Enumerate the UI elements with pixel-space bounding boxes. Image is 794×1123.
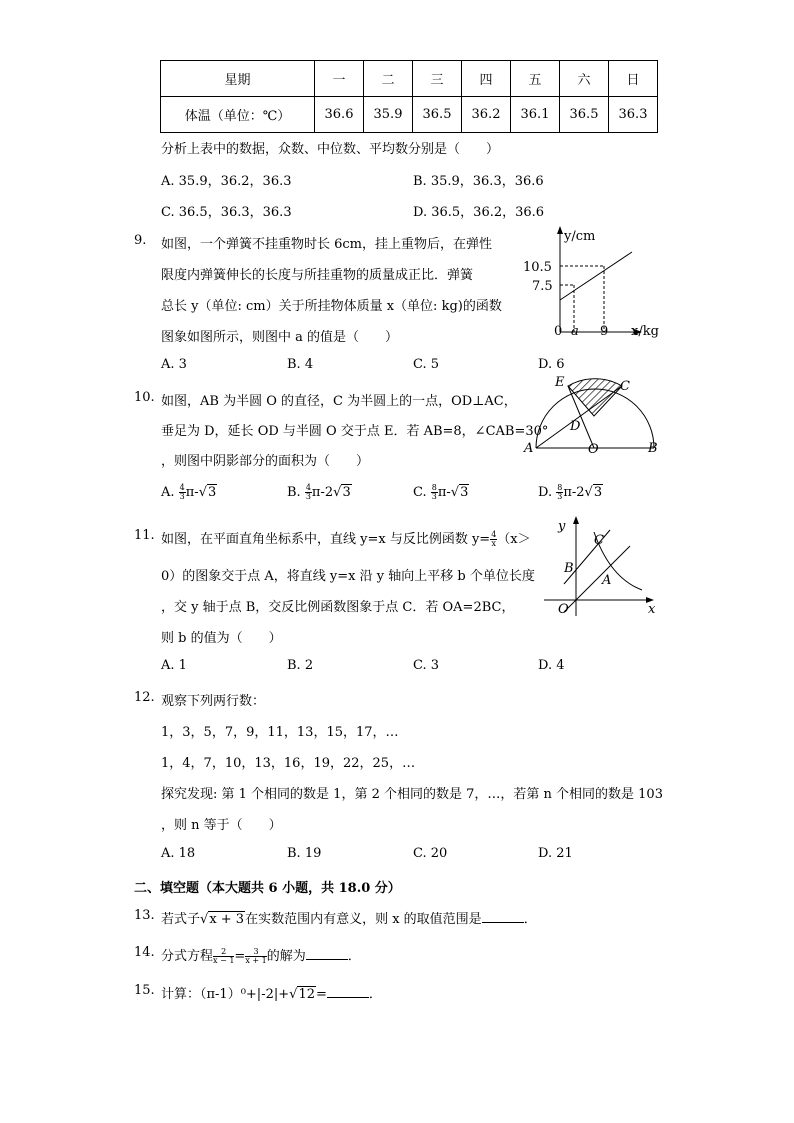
denominator: 3 bbox=[557, 492, 563, 501]
q10-line3: ，则图中阴影部分的面积为（ ） bbox=[161, 454, 370, 469]
q9-line3: 总长 y（单位: cm）关于所挂物体质量 x（单位: kg)的函数 bbox=[161, 299, 502, 314]
q15-line bbox=[161, 983, 382, 1002]
y-arrow bbox=[573, 516, 579, 524]
q11-number: 11. bbox=[134, 528, 155, 543]
sqrt-radicand: x + 3 bbox=[209, 912, 245, 927]
table-cell: 二 bbox=[364, 61, 413, 97]
q13-end: ． bbox=[523, 912, 537, 927]
q12-number: 12. bbox=[134, 690, 155, 705]
denominator: 3 bbox=[305, 492, 311, 501]
section-heading: 二、填空题（本大题共 6 小题，共 18.0 分） bbox=[134, 881, 401, 896]
q10-line1: 如图，AB 为半圆 O 的直径，C 为半圆上的一点，OD⊥AC， bbox=[161, 394, 517, 409]
sqrt-sign: √ bbox=[584, 485, 593, 500]
table-cell: 五 bbox=[511, 61, 560, 97]
function-line bbox=[560, 252, 632, 300]
point-b: B bbox=[564, 561, 574, 576]
q8-option-b: B. 35.9，36.3，36.6 bbox=[413, 174, 544, 189]
origin-label: 0 bbox=[554, 324, 563, 339]
option-tail: π-2 bbox=[563, 485, 585, 500]
sqrt-sign: √ bbox=[200, 912, 209, 927]
y-label: y bbox=[558, 519, 566, 534]
q10-figure bbox=[520, 372, 660, 460]
option-letter: A. bbox=[161, 485, 175, 500]
q11-line4: 则 b 的值为（ ） bbox=[161, 631, 282, 646]
q12-option-d: D. 21 bbox=[538, 846, 573, 861]
label-9: 9 bbox=[600, 324, 609, 339]
numerator: 4 bbox=[491, 530, 497, 539]
q11-line1-b: （x＞ bbox=[497, 532, 531, 547]
sqrt-sign: √ bbox=[333, 485, 342, 500]
q11-line1 bbox=[161, 528, 531, 548]
q9-line2: 限度内弹簧伸长的长度与所挂重物的质量成正比．弹簧 bbox=[161, 268, 474, 283]
table-cell: 一 bbox=[315, 61, 364, 97]
q9-option-d: D. 6 bbox=[538, 357, 565, 372]
q14-end: ． bbox=[347, 949, 361, 964]
q15-post: = bbox=[315, 987, 327, 1002]
point-b: B bbox=[648, 441, 658, 456]
sqrt-sign: √ bbox=[450, 485, 460, 500]
q10-line2: 垂足为 D，延长 OD 与半圆 O 交于点 E．若 AB=8，∠CAB=30° bbox=[161, 424, 549, 439]
numerator: 4 bbox=[305, 483, 311, 492]
q8-option-d: D. 36.5，36.2，36.6 bbox=[413, 205, 545, 220]
q9-line1: 如图，一个弹簧不挂重物时长 6cm，挂上重物后，在弹性 bbox=[161, 237, 493, 252]
q12-line3: 1，4，7，10，13，16，19，22，25，… bbox=[161, 756, 416, 771]
q11-line2: 0）的图象交于点 A，将直线 y=x 沿 y 轴向上平移 b 个单位长度 bbox=[161, 569, 535, 584]
table-cell: 体温（单位：℃） bbox=[161, 97, 315, 133]
temperature-table bbox=[160, 60, 658, 133]
answer-blank[interactable] bbox=[327, 986, 369, 998]
fraction bbox=[213, 948, 234, 965]
line-y-equals-x bbox=[564, 546, 630, 612]
q9-option-a: A. 3 bbox=[161, 357, 187, 372]
option-letter: D. bbox=[538, 485, 553, 500]
numerator: 2 bbox=[213, 948, 234, 957]
denominator: x + 1 bbox=[245, 956, 267, 965]
q12-option-a: A. 18 bbox=[161, 846, 196, 861]
q9-figure bbox=[518, 222, 663, 344]
table-cell: 36.5 bbox=[560, 97, 609, 133]
q8-option-c: C. 36.5，36.3，36.3 bbox=[161, 205, 292, 220]
numerator: 3 bbox=[245, 948, 266, 957]
q13-line bbox=[161, 908, 537, 927]
q12-line5: ，则 n 等于（ ） bbox=[161, 818, 282, 833]
q15-end: ． bbox=[368, 987, 382, 1002]
sqrt-radicand: 3 bbox=[593, 485, 603, 500]
table-cell: 六 bbox=[560, 61, 609, 97]
table-cell: 四 bbox=[462, 61, 511, 97]
q13-pre: 若式子 bbox=[161, 912, 201, 927]
q9-option-b: B. 4 bbox=[287, 357, 314, 372]
point-c: C bbox=[594, 533, 604, 548]
point-d: D bbox=[570, 419, 581, 434]
sqrt-radicand: 3 bbox=[208, 485, 217, 500]
q11-figure bbox=[538, 512, 663, 620]
q12-line1: 观察下列两行数： bbox=[161, 694, 266, 709]
q15-pre: 计算：（π-1）⁰+|-2|+ bbox=[161, 987, 290, 1002]
point-e: E bbox=[555, 375, 565, 390]
q12-option-b: B. 19 bbox=[287, 846, 322, 861]
denominator: 3 bbox=[179, 492, 185, 501]
q10-option-a bbox=[161, 484, 217, 501]
q9-number: 9. bbox=[134, 233, 147, 248]
numerator: 8 bbox=[557, 483, 563, 492]
denominator: 3 bbox=[431, 492, 437, 501]
q11-option-a: A. 1 bbox=[161, 658, 187, 673]
q12-option-c: C. 20 bbox=[413, 846, 448, 861]
q10-option-d bbox=[538, 484, 603, 501]
x-label: x bbox=[648, 602, 656, 617]
q12-line4: 探究发现: 第 1 个相同的数是 1，第 2 个相同的数是 7，…，若第 n 个相同的数是 103 bbox=[161, 787, 663, 802]
q11-option-b: B. 2 bbox=[287, 658, 314, 673]
y-axis-label: y/cm bbox=[564, 229, 596, 244]
label-a: a bbox=[571, 324, 579, 339]
q14-line bbox=[161, 945, 361, 965]
answer-blank[interactable] bbox=[306, 948, 348, 960]
sqrt-sign: √ bbox=[289, 987, 298, 1002]
equals-sign: = bbox=[234, 949, 246, 964]
option-letter: B. bbox=[287, 485, 301, 500]
denominator: x − 1 bbox=[213, 956, 235, 965]
q12-line2: 1，3，5，7，9，11，13，15，17，… bbox=[161, 725, 399, 740]
option-tail: π- bbox=[437, 485, 451, 500]
point-a: A bbox=[524, 441, 534, 456]
denominator: x bbox=[491, 539, 496, 548]
option-letter: C. bbox=[413, 485, 427, 500]
q10-option-b bbox=[287, 484, 352, 501]
numerator: 4 bbox=[179, 483, 185, 492]
fraction bbox=[245, 948, 266, 965]
table-cell: 36.6 bbox=[315, 97, 364, 133]
point-c: C bbox=[620, 379, 630, 394]
table-cell: 三 bbox=[413, 61, 462, 97]
numerator: 8 bbox=[431, 483, 437, 492]
q11-line3: ，交 y 轴于点 B，交反比例函数图象于点 C．若 OA=2BC， bbox=[161, 600, 515, 615]
q11-line1-a: 如图，在平面直角坐标系中，直线 y=x 与反比例函数 y= bbox=[161, 532, 491, 547]
q9-option-c: C. 5 bbox=[413, 357, 440, 372]
shaded-region bbox=[568, 379, 622, 416]
fraction bbox=[179, 484, 186, 501]
table-cell: 36.5 bbox=[413, 97, 462, 133]
table-cell: 36.1 bbox=[511, 97, 560, 133]
q11-option-c: C. 3 bbox=[413, 658, 440, 673]
q10-number: 10. bbox=[134, 390, 155, 405]
point-o: O bbox=[588, 442, 599, 457]
q14-post: 的解为 bbox=[266, 949, 306, 964]
sqrt-sign: √ bbox=[198, 485, 207, 500]
sqrt-radicand: 12 bbox=[298, 987, 315, 1002]
sqrt-radicand: 3 bbox=[460, 485, 469, 500]
x-axis-label: x/kg bbox=[631, 324, 659, 339]
origin-label: O bbox=[558, 602, 569, 617]
option-tail: π-2 bbox=[311, 485, 334, 500]
q13-post: 在实数范围内有意义，则 x 的取值范围是 bbox=[245, 912, 482, 927]
table-cell: 36.2 bbox=[462, 97, 511, 133]
q14-pre: 分式方程 bbox=[161, 949, 214, 964]
table-cell: 35.9 bbox=[364, 97, 413, 133]
q13-number: 13. bbox=[134, 908, 155, 923]
q8-stem: 分析上表中的数据，众数、中位数、平均数分别是（ ） bbox=[161, 142, 500, 157]
q10-option-c bbox=[413, 484, 469, 501]
table-cell: 日 bbox=[609, 61, 658, 97]
fraction bbox=[305, 484, 312, 501]
y-arrow bbox=[557, 226, 563, 234]
table-row bbox=[161, 97, 658, 133]
point-a: A bbox=[602, 573, 612, 588]
label-10-5: 10.5 bbox=[523, 260, 552, 275]
q11-option-d: D. 4 bbox=[538, 658, 565, 673]
table-cell: 星期 bbox=[161, 61, 315, 97]
fraction bbox=[431, 484, 438, 501]
option-tail: π- bbox=[185, 485, 199, 500]
q9-line4: 图象如图所示，则图中 a 的值是（ ） bbox=[161, 330, 399, 345]
label-7-5: 7.5 bbox=[532, 279, 553, 294]
q15-number: 15. bbox=[134, 983, 155, 998]
table-cell: 36.3 bbox=[609, 97, 658, 133]
answer-blank[interactable] bbox=[482, 911, 524, 923]
q8-option-a: A. 35.9，36.2，36.3 bbox=[161, 174, 292, 189]
q14-number: 14. bbox=[134, 945, 155, 960]
table-header-row bbox=[161, 61, 658, 97]
sqrt-radicand: 3 bbox=[342, 485, 351, 500]
